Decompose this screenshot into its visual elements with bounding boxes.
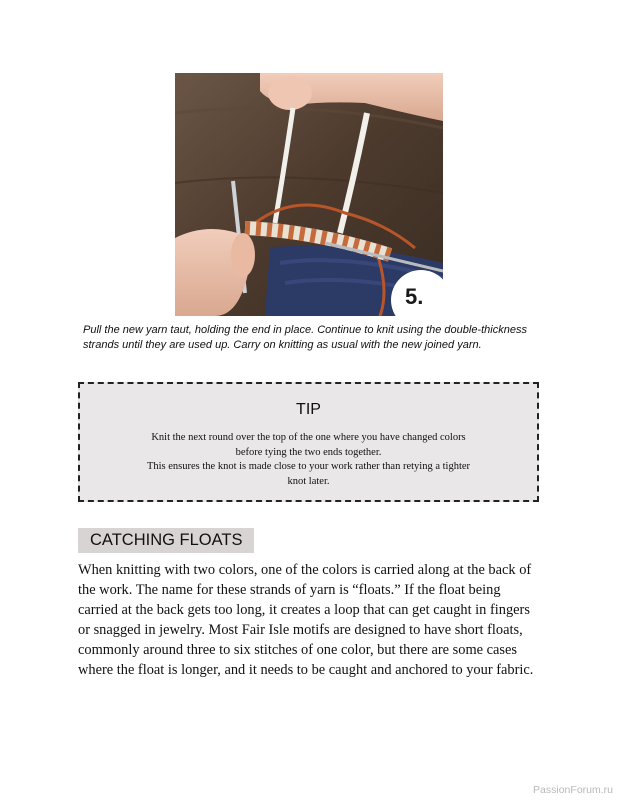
watermark: PassionForum.ru (533, 784, 613, 796)
tip-body (109, 431, 509, 489)
tip-line: Knit the next round over the top of the one where you have changed colors (151, 432, 466, 443)
tip-title: TIP (296, 401, 321, 418)
tip-line: knot later. (287, 475, 330, 487)
section-body-text: When knitting with two colors, one of the colors is carried along at the back of the work. The name for these strands of yarn is “floats.” If the float being carried at the back gets too long, it creates a loop that can get caught in fingers or snagged in jewelry. Most Fair Isle motifs are designed to have short floats, commonly around three to six stitches of one color, but there are some cases where the float is longer, and it needs to be caught and anchored to your fabric. (78, 562, 534, 678)
step-number-badge: 5. (391, 270, 443, 316)
tip-box (78, 382, 539, 502)
knitting-photo (175, 73, 443, 316)
section-heading: CATCHING FLOATS (78, 528, 254, 553)
figure-caption: Pull the new yarn taut, holding the end in place. Continue to knit using the double-thickness strands until they are used up. Carry on knitting as usual with the new joined yarn. (83, 324, 527, 351)
tip-line: before tying the two ends together. (235, 446, 382, 458)
tip-line: This ensures the knot is made close to your work rather than retying a tighter (146, 461, 471, 472)
